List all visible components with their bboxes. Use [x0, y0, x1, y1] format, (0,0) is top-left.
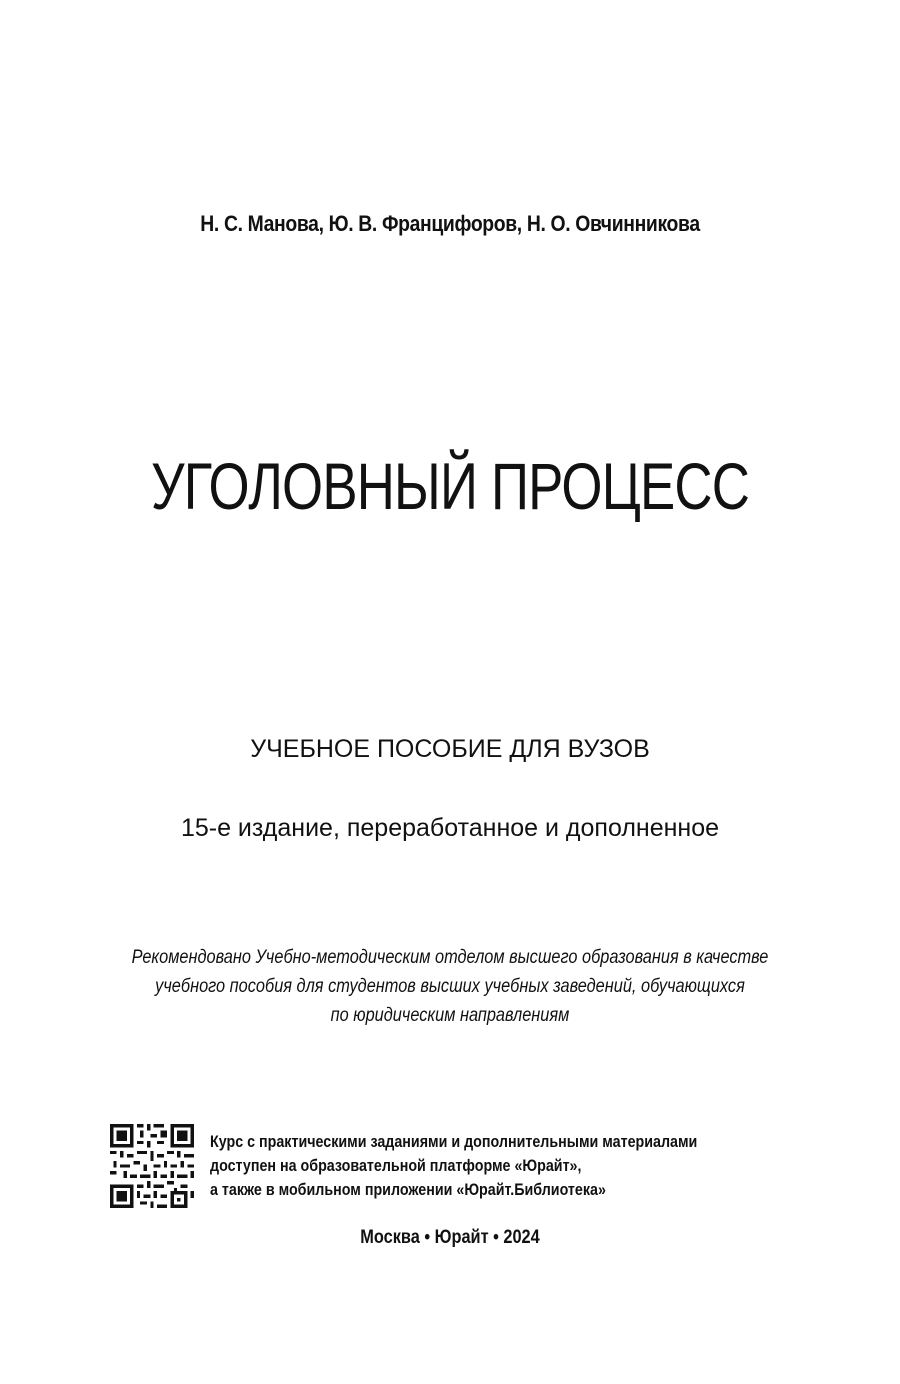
recommendation-line-3: по юридическим направлениям: [330, 1005, 570, 1026]
course-line-2: доступен на образовательной платформе «Юрайт»,: [210, 1156, 582, 1175]
course-info: [110, 1124, 810, 1208]
recommendation-line-2: учебного пособия для студентов высших учебных заведений, обучающихся: [155, 976, 745, 997]
course-line-1: Курс с практическими заданиями и дополнительными материалами: [210, 1132, 698, 1151]
recommendation-line-1: Рекомендовано Учебно-методическим отделом высшего образования в качестве: [131, 947, 769, 968]
authors: Н. С. Манова, Ю. В. Францифоров, Н. О. Овчинникова: [200, 211, 700, 236]
course-line-3: а также в мобильном приложении «Юрайт.Библиотека»: [210, 1180, 606, 1199]
qr-code-icon[interactable]: [110, 1124, 194, 1208]
book-subtitle: УЧЕБНОЕ ПОСОБИЕ ДЛЯ ВУЗОВ: [250, 735, 650, 763]
recommendation-note: [63, 943, 837, 1030]
imprint: Москва • Юрайт • 2024: [360, 1227, 540, 1248]
book-title: УГОЛОВНЫЙ ПРОЦЕСС: [150, 449, 750, 523]
course-description: [210, 1130, 697, 1202]
edition-info: 15-е издание, переработанное и дополненное: [180, 814, 720, 842]
